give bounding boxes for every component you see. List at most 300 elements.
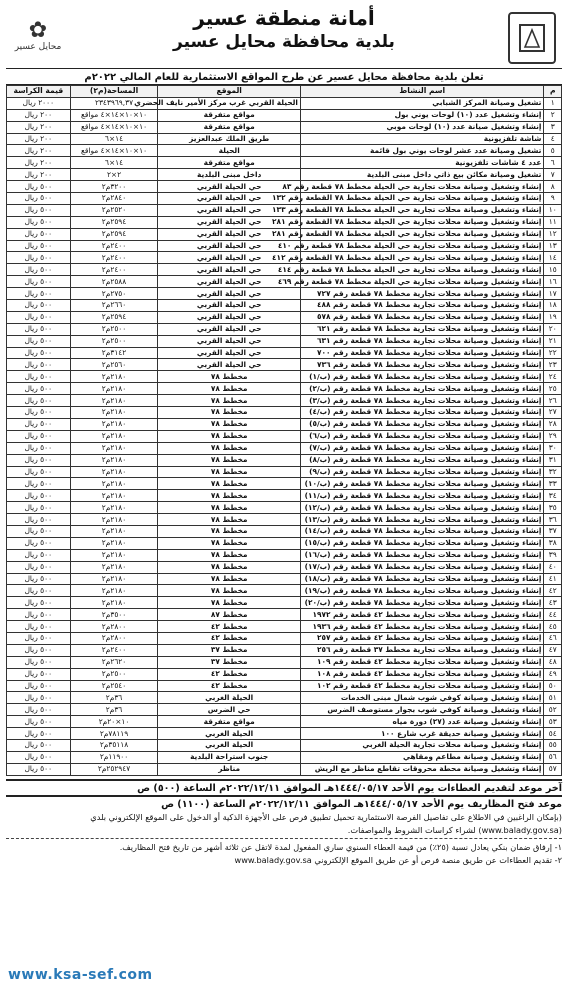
booklet-price: ٥٠٠ ريال [7,359,71,371]
row-number: ٢٩ [544,430,562,442]
row-number: ٣٣ [544,478,562,490]
row-number: ٤٣ [544,597,562,609]
booklet-price: ٥٠٠ ريال [7,216,71,228]
row-number: ٣٠ [544,442,562,454]
site-area: ٢١٨٠م٢ [70,466,158,478]
site-watermark: www.ksa-sef.com [8,967,153,983]
table-row [7,407,562,419]
activity-name: إنشاء وتشغيل وصيانة كوفي شوب بجوار مستوصف الضرس [300,704,543,716]
site-location: حي الحيلة القربي [158,288,301,300]
booklet-price: ٥٠٠ ريال [7,276,71,288]
site-area: ٢٨٠٠م٢ [70,632,158,644]
activity-name: إنشاء وتشغيل وصيانة محلات تجارية مخطط ٤٢ قطعة رقم ١٠٩ [300,656,543,668]
activity-name: إنشاء وتشغيل وصيانة محلات تجارية مخطط ٧٨ قطعة رقم (ب/١) [300,371,543,383]
activity-name: إنشاء وتشغيل وصيانة حديقة غرب شارع ١٠٠ [300,728,543,740]
activity-name: شاشة تلفزيونية [300,133,543,145]
row-number: ٥ [544,145,562,157]
site-location: مواقع متفرقة [158,121,301,133]
site-location: حي الحيلة القربي [158,204,301,216]
site-location: طريق الملك عبدالعزيز [158,133,301,145]
table-row [7,537,562,549]
site-area: ٢١٨٠م٢ [70,549,158,561]
activity-name: إنشاء وتشغيل وصيانة محلات تجارية حي الحيلة مخطط ٧٨ قطعة رقم ٤١٠ [300,240,543,252]
row-number: ٥٣ [544,716,562,728]
booklet-price: ٥٠٠ ريال [7,597,71,609]
site-location: مخطط ٧٨ [158,490,301,502]
activity-name: إنشاء وتشغيل وصيانة محلات تجارية مخطط ٧٨ قطعة رقم ٦٣١ [300,335,543,347]
row-number: ٣١ [544,454,562,466]
booklet-price: ٥٠٠ ريال [7,502,71,514]
booklet-price: ٥٠٠ ريال [7,751,71,763]
table-row [7,573,562,585]
row-number: ١٠ [544,204,562,216]
site-location: مواقع متفرقة [158,157,301,169]
booklet-price: ٥٠٠ ريال [7,621,71,633]
site-location: مخطط ٧٨ [158,407,301,419]
booklet-price: ٥٠٠ ريال [7,585,71,597]
activity-name: إنشاء وتشغيل وصيانة كوفي شوب شمال مبنى الخدمات [300,692,543,704]
site-area: ٢٤٠٠م٢ [70,264,158,276]
table-row [7,395,562,407]
table-row [7,300,562,312]
table-row [7,561,562,573]
site-area: ٢٥٠٠م٢ [70,323,158,335]
emblem-shape-icon [517,21,547,55]
municipality-emblem-icon [508,12,556,64]
site-location: مخطط ٧٨ [158,573,301,585]
booklet-price: ٥٠٠ ريال [7,656,71,668]
activity-name: إنشاء وتشغيل وصيانة محلات تجارية مخطط ٧٨ قطعة رقم (ب/٨) [300,454,543,466]
booklet-price: ٥٠٠ ريال [7,395,71,407]
site-area: ٢١٨٠م٢ [70,561,158,573]
activity-name: إنشاء وتشغيل وصيانة محلات تجارية مخطط ٧٨ قطعة رقم (ب/٩) [300,466,543,478]
row-number: ٨ [544,181,562,193]
footer-section [6,776,562,866]
site-location: حي الحيلة القربي [158,264,301,276]
site-location: الحيلة [158,145,301,157]
site-location: حي الحيلة القربي [158,181,301,193]
instructions-note: (بإمكان الراغبين في الاطلاع على تفاصيل الفرصة الاستثمارية تحميل تطبيق فرص على الأجهزة الذكية أو الدخول على الموقع الإلكتروني بلدي (www.balady.gov.sa) لشراء كراسات الشروط والمواصفات. [90,812,562,835]
table-row [7,276,562,288]
table-row [7,157,562,169]
table-row [7,692,562,704]
row-number: ١٣ [544,240,562,252]
row-number: ٥٤ [544,728,562,740]
booklet-price: ٢٠٠ ريال [7,169,71,181]
site-area: ٢١٨٠م٢ [70,371,158,383]
row-number: ١٦ [544,276,562,288]
row-number: ٣٢ [544,466,562,478]
booklet-price: ٥٠٠ ريال [7,383,71,395]
activity-name: إنشاء وتشغيل وصيانة محلات تجارية مخطط ٧٨ قطعة رقم (ب/٥) [300,418,543,430]
activity-name: إنشاء وتشغيل وصيانة محلات تجارية مخطط ٧٨ قطعة رقم (ب/٤) [300,407,543,419]
site-area: ٢١٨٠م٢ [70,525,158,537]
site-area: ٣٥١١٨م٢ [70,739,158,751]
activity-name: إنشاء وتشغيل وصيانة عدد (٢٧) دورة مياه [300,716,543,728]
table-row [7,430,562,442]
site-area: ١٠×٢٠م٢ [70,716,158,728]
booklet-price: ٢٠٠ ريال [7,145,71,157]
site-location: الحيلة الغربي [158,692,301,704]
table-row [7,763,562,775]
requirements-list [6,838,562,866]
table-row [7,502,562,514]
site-location: مخطط ٧٨ [158,442,301,454]
site-location: حي الحيلة القربي [158,228,301,240]
row-number: ٢٠ [544,323,562,335]
site-location: حي الحيلة القربي [158,276,301,288]
city-logo [14,12,62,60]
table-row [7,680,562,692]
table-row [7,323,562,335]
activity-name: إنشاء وتشغيل وصيانة محلات تجارية مخطط ٧٨ قطعة رقم (ب/١٧) [300,561,543,573]
table-row [7,478,562,490]
activity-name: إنشاء وتشغيل وصيانة محلات تجارية مخطط ٤٢ قطعة رقم ١٩٧٢ [300,609,543,621]
activity-name: إنشاء وتشغيل وصيانة محلات تجارية مخطط ٧٨ قطعة رقم (ب/٦) [300,430,543,442]
header-activity: اسم النشاط [300,86,543,98]
site-area: ٢٥٩٤م٢ [70,311,158,323]
row-number: ١٥ [544,264,562,276]
row-number: ١١ [544,216,562,228]
activity-name: إنشاء وتشغيل وصيانة محلات تجارية مخطط ٧٨ قطعة رقم (ب/١٤) [300,525,543,537]
site-area: ٢١٨٠م٢ [70,478,158,490]
site-area: ٢٧٥٠م٢ [70,288,158,300]
site-area: ٣٦م٢ [70,704,158,716]
table-row [7,549,562,561]
table-row [7,359,562,371]
table-row [7,264,562,276]
booklet-price: ٥٠٠ ريال [7,525,71,537]
site-location: مخطط ٧٨ [158,466,301,478]
site-location: مخطط ٧٨ [158,418,301,430]
booklet-price: ٥٠٠ ريال [7,549,71,561]
booklet-price: ٥٠٠ ريال [7,716,71,728]
booklet-price: ٥٠٠ ريال [7,240,71,252]
booklet-price: ٥٠٠ ريال [7,704,71,716]
site-area: ١٠×١٠×١٤×٤ مواقع [70,109,158,121]
booklet-price: ٥٠٠ ريال [7,466,71,478]
row-number: ١٧ [544,288,562,300]
site-area: ٢٥٤٠م٢ [70,680,158,692]
activity-name: إنشاء وتشغيل وصيانة محلات تجارية مخطط ٤٢ قطعة رقم ١٠٢ [300,680,543,692]
table-row [7,751,562,763]
table-row [7,371,562,383]
row-number: ٢١ [544,335,562,347]
activity-name: إنشاء وتشغيل وصيانة محلات تجارية مخطط ٧٨ قطعة رقم (ب/١١) [300,490,543,502]
activity-name: إنشاء وتشغيل وصيانة محلات تجارية حي الحيلة مخطط ٧٨ القطعة رقم ٤١٢ [300,252,543,264]
row-number: ٤١ [544,573,562,585]
table-row [7,739,562,751]
booklet-price: ٥٠٠ ريال [7,300,71,312]
table-body [7,97,562,775]
booklet-price: ٢٠٠ ريال [7,133,71,145]
site-location: مخطط ٧٨ [158,549,301,561]
header-number: م [544,86,562,98]
site-location: مخطط ٧٨ [158,395,301,407]
row-number: ٢٤ [544,371,562,383]
site-location: مخطط ٧٨ [158,514,301,526]
row-number: ٩ [544,193,562,205]
activity-name: إنشاء وتشغيل وصيانة محلات تجارية مخطط ٧٨ قطعة رقم ٥٧٨ [300,311,543,323]
site-location: مخطط ٧٨ [158,502,301,514]
header-location: الموقع [158,86,301,98]
activity-name: إنشاء وتشغيل وصيانة محلات تجارية مخطط ٤٢ قطعة رقم ٢٥٧ [300,632,543,644]
activity-name: إنشاء وتشغيل وصيانة محلات تجارية مخطط ٧٨ قطعة رقم (ب/٧) [300,442,543,454]
booklet-price: ٥٠٠ ريال [7,680,71,692]
row-number: ٣٥ [544,502,562,514]
site-location: مواقع متفرقة [158,716,301,728]
activity-name: إنشاء وتشغيل وصيانة محلات تجارية مخطط ٧٨ قطعة رقم ٧٣٦ [300,359,543,371]
booklet-price: ٥٠٠ ريال [7,311,71,323]
booklet-price: ٥٠٠ ريال [7,728,71,740]
activity-name: تشغيل وصيانة عدد عشر لوحات يوني بول قائمة [300,145,543,157]
row-number: ٢٧ [544,407,562,419]
site-location: مخطط ٤٢ [158,621,301,633]
activity-name: إنشاء وتشغيل وصيانة محلات تجارية مخطط ٧٨ قطعة رقم ٤٨٨ [300,300,543,312]
booklet-price: ٥٠٠ ريال [7,323,71,335]
table-row [7,621,562,633]
booklet-price: ٥٠٠ ريال [7,193,71,205]
site-area: ٣٦م٢ [70,692,158,704]
booklet-price: ٥٠٠ ريال [7,763,71,775]
site-area: ٢١٨٠م٢ [70,537,158,549]
booklet-price: ٥٠٠ ريال [7,573,71,585]
row-number: ٣٩ [544,549,562,561]
table-row [7,204,562,216]
row-number: ٤٩ [544,668,562,680]
table-header-row [7,86,562,98]
table-row [7,442,562,454]
site-area: ٢١٨٠م٢ [70,597,158,609]
table-row [7,133,562,145]
activity-name: إنشاء وتشغيل وصيانة محلات تجارية حي الحيلة مخطط ٧٨ قطعة رقم ٤٦٩ [300,276,543,288]
table-row [7,514,562,526]
page-subtitle: بلدية محافظة محايل عسير [173,32,395,52]
activity-name: تشغيل وصيانة مكائن بيع ذاتي داخل مبنى البلدية [300,169,543,181]
activity-name: إنشاء وتشغيل وصيانة محلات تجارية مخطط ٧٨ قطعة رقم (ب/١٦) [300,549,543,561]
activity-name: إنشاء وتشغيل وصيانة محلات تجارية مخطط ٧٨ قطعة رقم ٧٢٧ [300,288,543,300]
site-location: الحيلة الغربي [158,739,301,751]
row-number: ٦ [544,157,562,169]
site-area: ١٠×١٠×١٤×٤ مواقع [70,121,158,133]
table-row [7,454,562,466]
row-number: ٣٤ [544,490,562,502]
row-number: ٤٢ [544,585,562,597]
site-area: ١٠×١٠×١٤×٤ مواقع [70,145,158,157]
site-area: ٢٤٠٠م٢ [70,240,158,252]
row-number: ٣ [544,121,562,133]
announcement-line: تعلن بلدية محافظة محايل عسير عن طرح المواقع الاستثمارية للعام المالي ٢٠٢٢م [6,69,562,85]
activity-name: إنشاء وتشغيل وصيانة محلات تجارية حي الحيلة مخطط ٧٨ القطعة رقم ١٣٢ [300,193,543,205]
row-number: ٥٢ [544,704,562,716]
row-number: ٢٣ [544,359,562,371]
investment-sites-table [6,85,562,776]
table-row [7,656,562,668]
row-number: ٥٥ [544,739,562,751]
table-row [7,418,562,430]
table-row [7,728,562,740]
site-area: ٣١٤٢م٢ [70,347,158,359]
site-location: مخطط ٧٨ [158,585,301,597]
activity-name: عدد ٤ شاشات تلفزيونية [300,157,543,169]
activity-name: إنشاء وتشغيل وصيانة محلات تجارية مخطط ٤٢ قطعة رقم ١٩٣٦ [300,621,543,633]
requirement-item: ٢- تقديم العطاءات عن طريق منصة فرص أو عن طريق الموقع الإلكتروني www.balady.gov.sa [234,854,562,865]
site-location: حي الحيلة القربي [158,252,301,264]
site-area: ٢٥٠٠م٢ [70,668,158,680]
site-area: ٢٥٠٠م٢ [70,335,158,347]
site-area: ٧٨١١٩م٢ [70,728,158,740]
table-row [7,668,562,680]
booklet-price: ٥٠٠ ريال [7,252,71,264]
table-row [7,704,562,716]
activity-name: إنشاء وتشغيل وصيانة محلات تجارية حي الحيلة مخطط ٧٨ القطعة رقم ٢٨١ [300,216,543,228]
row-number: ١٤ [544,252,562,264]
site-location: مخطط ٧٨ [158,561,301,573]
row-number: ٥٧ [544,763,562,775]
booklet-price: ٥٠٠ ريال [7,430,71,442]
table-row [7,632,562,644]
site-location: مخطط ٤٢ [158,632,301,644]
row-number: ١٩ [544,311,562,323]
row-number: ٤٥ [544,621,562,633]
site-location: مخطط ٧٨ [158,454,301,466]
row-number: ١ [544,97,562,109]
row-number: ٤٨ [544,656,562,668]
booklet-price: ٢٠٠ ريال [7,109,71,121]
activity-name: إنشاء وتشغيل وصيانة محلات تجارية مخطط ٣٧ قطعة رقم ٢٥٦ [300,644,543,656]
booklet-price: ٥٠٠ ريال [7,644,71,656]
booklet-price: ٥٠٠ ريال [7,537,71,549]
site-area: ٢١٨٠م٢ [70,395,158,407]
site-area: ٢١٨٠م٢ [70,418,158,430]
page-header [6,6,562,69]
table-row [7,585,562,597]
site-area: ٢١٨٠م٢ [70,490,158,502]
row-number: ٣٨ [544,537,562,549]
activity-name: إنشاء وتشغيل وصيانة محلات تجارية حي الحيلة مخطط ٧٨ القطعة رقم ٢٨١ [300,228,543,240]
site-area: ٢١٨٠م٢ [70,502,158,514]
site-location: حي الحيلة القربي [158,347,301,359]
table-row [7,335,562,347]
activity-name: إنشاء وتشغيل وصيانة محلات تجارية مخطط ٧٨ قطعة رقم (ب/١٩) [300,585,543,597]
site-location: حي الحيلة القربي [158,311,301,323]
booklet-price: ٥٠٠ ريال [7,228,71,240]
booklet-price: ٥٠٠ ريال [7,739,71,751]
table-row [7,716,562,728]
table-row [7,466,562,478]
row-number: ٢٨ [544,418,562,430]
header-area: المساحة(م٢) [70,86,158,98]
row-number: ٢ [544,109,562,121]
site-area: ٢٨٤٠م٢ [70,193,158,205]
activity-name: إنشاء وتشغيل وصيانة مطاعم ومقاهي [300,751,543,763]
site-location: مخطط ٧٨ [158,371,301,383]
site-area: ٢٥٨٨م٢ [70,276,158,288]
site-area: ٣٢٠٠م٢ [70,181,158,193]
booklet-price: ٥٠٠ ريال [7,692,71,704]
booklet-price: ٢٠٠ ريال [7,121,71,133]
site-location: مخطط ٧٨ [158,525,301,537]
table-row [7,252,562,264]
site-area: ١٤×٦ [70,157,158,169]
activity-name: إنشاء وتشغيل وصيانة محلات تجارية مخطط ٧٨ قطعة رقم ٧٠٠ [300,347,543,359]
row-number: ١٨ [544,300,562,312]
row-number: ٤ [544,133,562,145]
row-number: ٢٥ [544,383,562,395]
site-area: ٣٥٠٠م٢ [70,609,158,621]
site-area: ٢١٨٠م٢ [70,407,158,419]
site-location: مخطط ٧٨ [158,597,301,609]
row-number: ٤٧ [544,644,562,656]
activity-name: إنشاء وتشغيل وصيانة محلات تجارية حي الحيلة مخطط ٧٨ القطعة رقم ١٣٣ [300,204,543,216]
table-row [7,228,562,240]
site-location: حي الحيلة القربي [158,216,301,228]
site-location: مخطط ٧٨ [158,430,301,442]
site-location: حي الضرس [158,704,301,716]
booklet-price: ٥٠٠ ريال [7,454,71,466]
booklet-price: ٥٠٠ ريال [7,632,71,644]
row-number: ٥١ [544,692,562,704]
site-location: جنوب استراحة البلدية [158,751,301,763]
site-location: حي الحيلة القربي [158,240,301,252]
booklet-price: ٥٠٠ ريال [7,514,71,526]
row-number: ٢٦ [544,395,562,407]
booklet-price: ٥٠٠ ريال [7,609,71,621]
activity-name: إنشاء وتشغيل وصيانة محلات تجارية حي الحيلة مخطط ٧٨ قطعة رقم ٤١٤ [300,264,543,276]
site-location: مخطط ٧٨ [158,537,301,549]
activity-name: إنشاء وتشغيل وصيانة محلات تجارية مخطط ٧٨ قطعة رقم (ب/١٠) [300,478,543,490]
site-area: ١٤×٦ [70,133,158,145]
site-location: حي الحيلة القربي [158,323,301,335]
site-location: مخطط ٣٧ [158,644,301,656]
activity-name: إنشاء وتشغيل عدد (١٠) لوحات يوني بول [300,109,543,121]
header-booklet-price: قيمة الكراسة [7,86,71,98]
site-area: ٢١٨٠م٢ [70,442,158,454]
booklet-price: ٥٠٠ ريال [7,668,71,680]
requirement-item: ١- إرفاق ضمان بنكي يعادل نسبة (٢٥٪) من قيمة العطاء السنوي ساري المفعول لمدة لاتقل عن ثلاثة أشهر من تاريخ فتح المظاريف. [119,842,562,853]
site-area: ٢٥٩٤م٢ [70,216,158,228]
site-area: ٢٥٢٠م٢ [70,204,158,216]
site-area: ٢٥٩٤م٢ [70,228,158,240]
row-number: ٣٧ [544,525,562,537]
activity-name: إنشاء وتشغيل وصيانة محلات تجارية مخطط ٧٨ قطعة رقم ٦٢١ [300,323,543,335]
row-number: ٣٦ [544,514,562,526]
site-location: مواقع متفرقة [158,109,301,121]
activity-name: إنشاء وتشغيل وصيانة محلات تجارية مخطط ٤٢ قطعة رقم ١٠٨ [300,668,543,680]
activity-name: إنشاء وتشغيل وصيانة محلات تجارية مخطط ٧٨ قطعة رقم (ب/١٣) [300,514,543,526]
site-location: مخطط ٤٢ [158,680,301,692]
site-location: حي الحيلة القربي [158,359,301,371]
table-row [7,609,562,621]
booklet-price: ٥٠٠ ريال [7,407,71,419]
activity-name: إنشاء وتشغيل وصيانة محلات تجارية حي الحيلة مخطط ٧٨ قطعة رقم ٨٣ [300,181,543,193]
booklet-price: ٥٠٠ ريال [7,347,71,359]
site-location: مخطط ٤٢ [158,668,301,680]
site-location: حي الحيلة القربي [158,193,301,205]
site-location: داخل مبنى البلدية [158,169,301,181]
booklet-price: ٥٠٠ ريال [7,418,71,430]
row-number: ١٢ [544,228,562,240]
table-row [7,121,562,133]
activity-name: إنشاء وتشغيل وصيانة محلات تجارية مخطط ٧٨ قطعة رقم (ب/١٥) [300,537,543,549]
site-area: ٢٦٢٠م٢ [70,656,158,668]
site-area: ٢٣٤٣٩٦٩,٣٧ [70,97,158,109]
site-area: ٢١٨٠م٢ [70,514,158,526]
site-location: الحيلة الغربي [158,728,301,740]
row-number: ٤٦ [544,632,562,644]
table-row [7,311,562,323]
booklet-price: ٥٠٠ ريال [7,204,71,216]
